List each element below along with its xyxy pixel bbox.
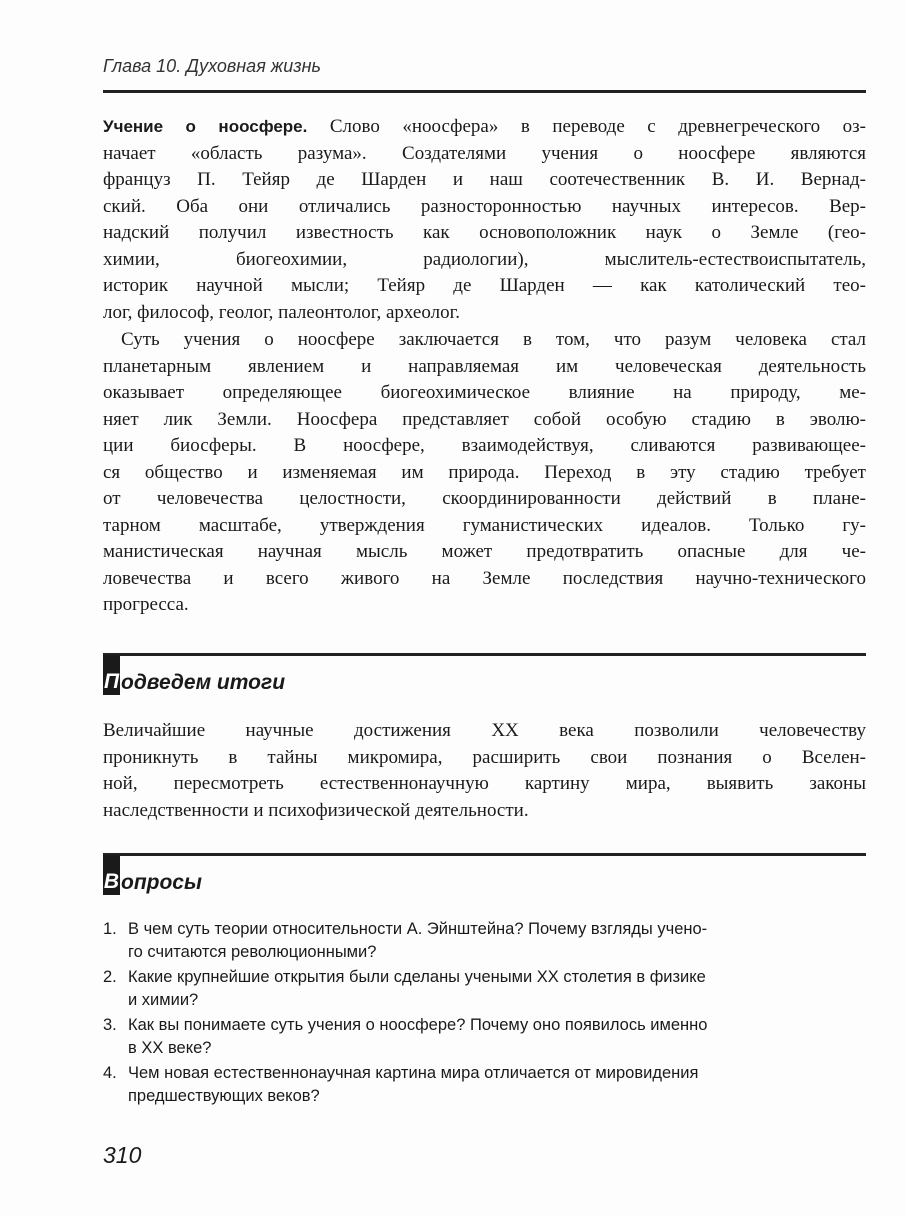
text-line: ся общество и изменяемая им природа. Переход в эту стадию требует: [103, 461, 866, 483]
text-line: ной, пересмотреть естественнонаучную картину мира, выявить законы: [103, 773, 866, 794]
text-line: проникнуть в тайны микромира, расширить свои познания о Вселен-: [103, 746, 866, 768]
summary-heading: П одведем итоги: [103, 655, 285, 695]
questions-heading: В опросы: [103, 855, 202, 895]
question-item: 3. Как вы понимаете суть учения о ноосфере? Почему оно появилось именно в XX веке?: [103, 1016, 708, 1057]
summary-paragraph: [103, 718, 866, 824]
text-line: манистическая научная мысль может предотвратить опасные для че-: [103, 541, 866, 562]
heading-initial: В: [103, 855, 120, 895]
text-line: наследственности и психофизической деятельности.: [103, 799, 529, 821]
text-line: историк научной мысли; Тейяр де Шарден — как католический тео-: [103, 275, 866, 296]
text-line: оказывает определяющее биогеохимическое влияние на природу, ме-: [103, 382, 866, 403]
text-line: ловечества и всего живого на Земле последствия научно-технического: [103, 567, 866, 589]
text-line: француз П. Тейяр де Шарден и наш соотечественник В. И. Вернад-: [103, 169, 866, 190]
question-item: 2. Какие крупнейшие открытия были сделаны учеными XX столетия в физике и химии?: [103, 968, 706, 1009]
text-line: няет лик Земли. Ноосфера представляет собой особую стадию в эволю-: [103, 408, 866, 430]
running-header: Глава 10. Духовная жизнь: [103, 56, 321, 76]
text-line: ции биосферы. В ноосфере, взаимодействуя, сливаются развивающее-: [103, 435, 866, 456]
text-line: планетарным явлением и направляемая им человеческая деятельность: [103, 355, 866, 377]
text-line: лог, философ, геолог, палеонтолог, археолог.: [103, 301, 460, 323]
text-line: химии, биогеохимии, радиологии), мыслитель-естествоиспытатель,: [103, 248, 866, 270]
questions-list: [103, 918, 866, 1110]
page-number: 310: [103, 1142, 142, 1168]
text-line: Суть учения о ноосфере заключается в том, что разум человека стал: [121, 329, 866, 350]
text-line: начает «область разума». Создателями учения о ноосфере являются: [103, 142, 866, 164]
heading-initial: П: [103, 655, 120, 695]
text-line: прогресса.: [103, 594, 189, 615]
noosphere-paragraph-1: Учение о ноосфере. Слово «ноосфера» в переводе с древнегреческого оз- начает «область разума». Создателями учения о ноосфере являются француз П. Тейяр де Шарден и наш соотечественник В. И. Вернад- ский. Оба они отличались разносторонностью научных интересов. Вер- надский получил известность как основоположник наук о Земле (гео- химии, биогеохимии, радиологии), мыслитель-естествоиспытатель, историк научной мысли; Тейяр де Шарден — как католический тео- лог, философ, геолог, палеонтолог, археолог.: [103, 114, 866, 326]
questions-rule: [103, 853, 866, 856]
question-item: 4. Чем новая естественнонаучная картина мира отличается от мировидения предшествующих веков?: [103, 1064, 699, 1105]
noosphere-paragraph-2: [103, 327, 866, 619]
noosphere-lead: Учение о ноосфере.: [103, 117, 308, 136]
text-line: надский получил известность как основоположник наук о Земле (гео-: [103, 222, 866, 243]
text-line: от человечества целостности, скоординированности действий в плане-: [103, 488, 866, 509]
text-line: ский. Оба они отличались разносторонностью научных интересов. Вер-: [103, 195, 866, 217]
header-rule: [103, 90, 866, 93]
text-line: тарном масштабе, утверждения гуманистических идеалов. Только гу-: [103, 514, 866, 536]
question-item: 1. В чем суть теории относительности А. Эйнштейна? Почему взгляды учено- го считаются революционными?: [103, 920, 708, 961]
text-line: Величайшие научные достижения XX века позволили человечеству: [103, 720, 866, 741]
